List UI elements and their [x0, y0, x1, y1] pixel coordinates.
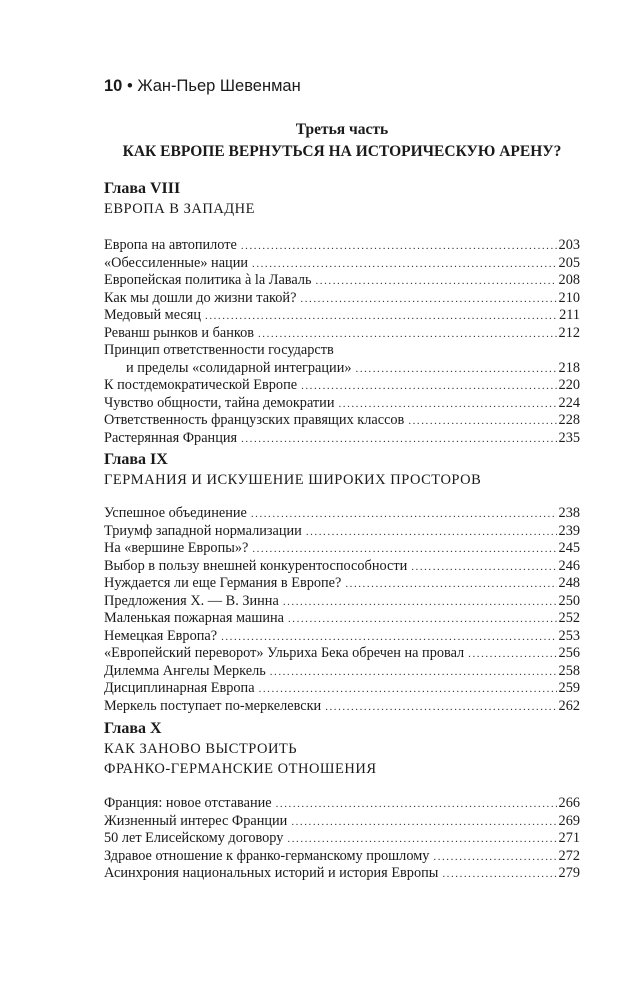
toc-entry[interactable] [104, 698, 580, 716]
toc-entry[interactable] [104, 360, 580, 378]
toc-entry-title: Как мы дошли до жизни такой? [104, 289, 297, 306]
toc-entry-title: Маленькая пожарная машина [104, 610, 284, 626]
toc-entry-page: 262 [558, 697, 580, 714]
page-number: 10 [104, 77, 123, 95]
toc-entry-title: Меркель поступает по-меркелевски [104, 697, 322, 714]
toc-entry[interactable] [104, 237, 580, 255]
toc-entry-title: К постдемократической Европе [104, 377, 298, 393]
dot-leader [468, 646, 556, 664]
toc-entry-page: 253 [558, 627, 580, 644]
toc-entry[interactable] [104, 395, 580, 413]
toc-entry[interactable] [104, 430, 580, 448]
chapter-9 [104, 449, 580, 715]
toc-entry-page: 228 [558, 412, 580, 428]
toc-entry-title: Успешное объединение [104, 505, 247, 521]
bullet-separator: • [126, 77, 133, 95]
toc-entry[interactable] [104, 865, 580, 883]
dot-leader [325, 699, 556, 717]
toc-entry[interactable] [104, 795, 580, 813]
dot-leader [252, 541, 556, 559]
toc-entry-page: 250 [558, 592, 580, 609]
dot-leader [276, 796, 557, 814]
dot-leader [338, 396, 556, 414]
toc-entry-page: 211 [559, 307, 580, 323]
toc-entry-page: 271 [558, 830, 580, 846]
toc-entry[interactable] [104, 813, 580, 831]
toc-entry-title: 50 лет Елисейскому договору [104, 830, 284, 846]
toc-entry-title: Триумф западной нормализации [104, 522, 302, 539]
chapter-title-line: ФРАНКО-ГЕРМАНСКИЕ ОТНОШЕНИЯ [104, 761, 377, 777]
part-title: КАК ЕВРОПЕ ВЕРНУТЬСЯ НА ИСТОРИЧЕСКУЮ АРЕНУ? [122, 143, 562, 160]
toc-entry[interactable] [104, 505, 580, 523]
toc-entry-page: 259 [558, 680, 580, 696]
toc-entry[interactable] [104, 307, 580, 325]
toc-entry-title: Дисциплинарная Европа [104, 680, 255, 696]
toc-entry-first-line[interactable] [104, 342, 580, 360]
part-heading [104, 119, 580, 163]
running-head [104, 76, 301, 96]
dot-leader [259, 681, 557, 699]
toc-entry-page: 248 [558, 575, 580, 591]
toc-entry[interactable] [104, 325, 580, 343]
toc-entry[interactable] [104, 523, 580, 541]
dot-leader [288, 611, 557, 629]
chapter-8 [104, 178, 580, 447]
dot-leader [301, 378, 556, 396]
toc-entry-title: «Обессиленные» нации [104, 254, 249, 271]
dot-leader [356, 361, 557, 379]
toc-entry-title: Реванш рынков и банков [104, 324, 254, 341]
toc-entry-page: 252 [558, 610, 580, 626]
toc-entry-page: 266 [558, 795, 580, 811]
dot-leader [411, 559, 556, 577]
toc-entry[interactable] [104, 377, 580, 395]
toc-entry[interactable] [104, 290, 580, 308]
toc-entry-title: Европа на автопилоте [104, 237, 237, 253]
dot-leader [258, 326, 557, 344]
toc-entry[interactable] [104, 558, 580, 576]
toc-list [104, 237, 580, 447]
toc-entry-page: 205 [558, 254, 580, 271]
chapter-title [104, 739, 580, 779]
toc-entry[interactable] [104, 848, 580, 866]
dot-leader [345, 576, 556, 594]
toc-entry-page: 224 [558, 394, 580, 411]
dot-leader [270, 664, 557, 682]
toc-entry-title: и пределы «солидарной интеграции» [126, 359, 352, 376]
toc-entry-page: 203 [558, 237, 580, 253]
author-name: Жан-Пьер Шевенман [137, 77, 301, 95]
toc-entry-title: Выбор в пользу внешней конкурентоспособности [104, 557, 408, 574]
dot-leader [251, 506, 557, 524]
chapter-title-line: КАК ЗАНОВО ВЫСТРОИТЬ [104, 741, 298, 757]
toc-list [104, 795, 580, 883]
toc-entry-title: На «вершине Европы»? [104, 540, 249, 556]
dot-leader [252, 256, 557, 274]
toc-entry-page: 210 [558, 289, 580, 306]
toc-entry[interactable] [104, 272, 580, 290]
toc-entry-page: 238 [558, 505, 580, 521]
toc-entry[interactable] [104, 610, 580, 628]
dot-leader [283, 594, 557, 612]
dot-leader [205, 308, 557, 326]
dot-leader [221, 629, 556, 647]
toc-entry[interactable] [104, 663, 580, 681]
toc-entry-title: Нуждается ли еще Германия в Европе? [104, 575, 342, 591]
toc-entry-page: 218 [558, 359, 580, 376]
toc-entry-page: 279 [558, 865, 580, 881]
toc-entry-title: Здравое отношение к франко-германскому прошлому [104, 847, 430, 864]
toc-entry-page: 246 [558, 557, 580, 574]
toc-entry-title: Принцип ответственности государств [104, 342, 334, 358]
chapter-10 [104, 718, 580, 883]
toc-entry-title: Предложения Х. — В. Зинна [104, 592, 279, 609]
toc-entry-page: 269 [558, 812, 580, 829]
dot-leader [433, 849, 556, 867]
toc-entry-title: Ответственность французских правящих классов [104, 412, 405, 428]
toc-entry[interactable] [104, 593, 580, 611]
toc-entry-page: 272 [558, 847, 580, 864]
toc-entry[interactable] [104, 255, 580, 273]
chapter-label: Глава IX [104, 451, 168, 468]
dot-leader [316, 273, 557, 291]
toc-entry-title: Немецкая Европа? [104, 627, 218, 644]
chapter-label: Глава VIII [104, 180, 181, 197]
dot-leader [287, 831, 556, 849]
dot-leader [291, 814, 556, 832]
toc-entry-title: Медовый месяц [104, 307, 202, 323]
part-label: Третья часть [295, 121, 389, 138]
dot-leader [241, 238, 557, 256]
toc-entry-page: 245 [558, 540, 580, 556]
toc-entry-title: Европейская политика à la Лаваль [104, 272, 312, 288]
toc-entry-page: 235 [558, 429, 580, 446]
chapter-label: Глава X [104, 720, 162, 737]
dot-leader [241, 431, 556, 449]
toc-entry-page: 239 [558, 522, 580, 539]
toc-entry[interactable] [104, 540, 580, 558]
toc-entry-page: 212 [558, 324, 580, 341]
dot-leader [442, 866, 556, 884]
chapter-title-line: ГЕРМАНИЯ И ИСКУШЕНИЕ ШИРОКИХ ПРОСТОРОВ [104, 472, 482, 488]
dot-leader [300, 291, 556, 309]
toc-entry[interactable] [104, 680, 580, 698]
toc-entry[interactable] [104, 575, 580, 593]
toc-entry-title: Асинхрония национальных историй и история Европы [104, 865, 439, 881]
toc-entry[interactable] [104, 628, 580, 646]
toc-entry-title: Чувство общности, тайна демократии [104, 394, 335, 411]
dot-leader [408, 413, 556, 431]
toc-entry-title: Франция: новое отставание [104, 795, 272, 811]
toc-entry-page: 220 [558, 377, 580, 393]
toc-entry-title: Жизненный интерес Франции [104, 812, 288, 829]
toc-entry-page: 256 [558, 645, 580, 661]
toc-entry[interactable] [104, 830, 580, 848]
toc-list [104, 505, 580, 715]
chapter-title [104, 199, 580, 219]
toc-entry[interactable] [104, 412, 580, 430]
dot-leader [306, 524, 557, 542]
toc-entry-title: «Европейский переворот» Ульриха Бека обречен на провал [104, 645, 465, 661]
toc-entry-page: 208 [558, 272, 580, 288]
toc-entry[interactable] [104, 645, 580, 663]
toc-entry-title: Растерянная Франция [104, 429, 238, 446]
toc-entry-page: 258 [558, 662, 580, 679]
chapter-title [104, 470, 580, 490]
toc-entry-title: Дилемма Ангелы Меркель [104, 662, 266, 679]
chapter-title-line: ЕВРОПА В ЗАПАДНЕ [104, 201, 256, 217]
